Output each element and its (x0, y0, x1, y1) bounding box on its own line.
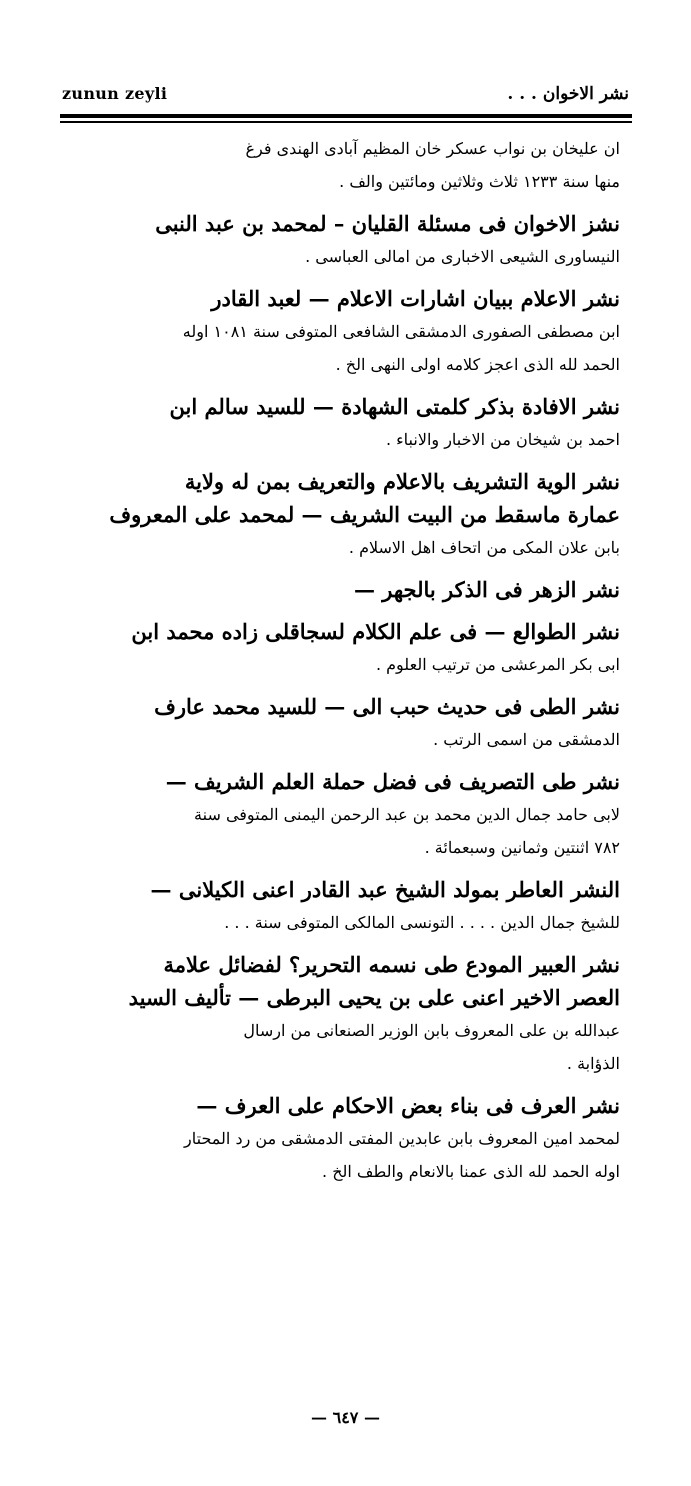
entry-text-line: ابى بكر المرعشى من ترتيب العلوم . (375, 655, 620, 674)
entry-text-line: اوله الحمد لله الذى عمنا بالانعام والطف الخ . (322, 1162, 620, 1181)
entry-text-line: العصر الاخير اعنى على بن يحيى البرطى — تأليف السيد (128, 985, 620, 1010)
entry-spacer (72, 273, 620, 282)
entry-text-line: الحمد لله الذى اعجز كلامه اولى النهى الخ . (335, 355, 620, 374)
entry-title-line: نشر العرف فى بناء بعض الاحكام على العرف — (196, 1093, 620, 1118)
bibliography-entry (72, 1089, 620, 1188)
header-latin-title: zunun zeyli (62, 84, 168, 103)
entry-spacer (72, 381, 620, 390)
entry-title-line: نشر الطوالع — فى علم الكلام لسجاقلى زاده محمد ابن (131, 619, 620, 644)
entry-title-line: نشر الطى فى حديث حبب الى — للسيد محمد عارف (154, 694, 620, 719)
bibliography-entry (72, 282, 620, 381)
entry-title-line: نشر الاعلام ببيان اشارات الاعلام — لعبد القادر (211, 286, 620, 311)
bibliography-entry (72, 873, 620, 939)
entry-text-line: بابن علان المكى من اتحاف اهل الاسلام . (348, 538, 620, 557)
entry-spacer (72, 564, 620, 573)
entry-text-line: للشيخ جمال الدين . . . . التونسى المالكى المتوفى سنة . . . (224, 913, 620, 932)
bibliography-entry (72, 948, 620, 1080)
entry-title-line: نشر الزهر فى الذكر بالجهر — (353, 577, 620, 602)
entry-text-line: لابى حامد جمال الدين محمد بن عبد الرحمن اليمنى المتوفى سنة (194, 805, 620, 824)
entry-title-line: نشز الاخوان فى مسئلة القليان – لمحمد بن عبد النبى (155, 211, 620, 236)
entry-text-line: النيساورى الشيعى الاخبارى من امالى العباسى . (305, 247, 620, 266)
bibliography-entry (72, 573, 620, 606)
entry-spacer (72, 456, 620, 465)
entry-spacer (72, 1080, 620, 1089)
entry-text-line: احمد بن شيخان من الاخبار والانباء . (385, 430, 620, 449)
header-rule-thick (60, 114, 632, 118)
entry-spacer (72, 681, 620, 690)
bibliography-entry (72, 390, 620, 456)
entry-title-line: نشر الافادة بذكر كلمتى الشهادة — للسيد سالم ابن (169, 394, 620, 419)
entry-spacer (72, 756, 620, 765)
entry-title-line: نشر العبير المودع طى نسمه التحرير؟ لفضائل علامة (163, 952, 620, 977)
header-rule-thin (60, 121, 632, 123)
bibliography-entry (72, 765, 620, 864)
entry-spacer (72, 606, 620, 615)
entries-list (72, 132, 620, 1188)
entry-text-line: منها سنة ١٢٣٣ ثلاث وثلاثين ومائتين والف . (339, 172, 620, 191)
entry-spacer (72, 864, 620, 873)
entry-title-line: ان عليخان بن نواب عسكر خان المظيم آبادى الهندى فرغ (245, 139, 620, 158)
entry-title-line: نشر طى التصريف فى فضل حملة العلم الشريف — (165, 769, 620, 794)
bibliography-entry (72, 615, 620, 681)
entry-spacer (72, 198, 620, 207)
entry-text-line: عمارة ماسقط من البيت الشريف — لمحمد على المعروف (109, 502, 620, 527)
entry-text-line: ٧٨٢ اثنتين وثمانين وسبعمائة . (424, 838, 620, 857)
bibliography-entry (72, 207, 620, 273)
entry-spacer (72, 939, 620, 948)
header-arabic-title: نشر الاخوان . . . (507, 84, 629, 104)
entry-text-line: لمحمد امين المعروف بابن عابدين المفتى الدمشقى من رد المحتار (184, 1129, 620, 1148)
entry-text-line: عبدالله بن على المعروف بابن الوزير الصنعانى من ارسال (243, 1021, 620, 1040)
entry-text-line: الدمشقى من اسمى الرتب . (433, 730, 620, 749)
entry-title-line: النشر العاطر بمولد الشيخ عبد القادر اعنى الكيلانى — (150, 877, 620, 902)
entry-text-line: الذؤابة . (566, 1054, 620, 1073)
bibliography-entry (72, 690, 620, 756)
page-number: — ٦٤٧ — (311, 1408, 380, 1427)
running-header (62, 84, 629, 108)
bibliography-entry (72, 132, 620, 198)
bibliography-entry (72, 465, 620, 564)
entry-title-line: نشر الوية التشريف بالاعلام والتعريف بمن له ولاية (184, 469, 620, 494)
entry-text-line: ابن مصطفى الصفورى الدمشقى الشافعى المتوفى سنة ١٠٨١ اوله (182, 322, 620, 341)
